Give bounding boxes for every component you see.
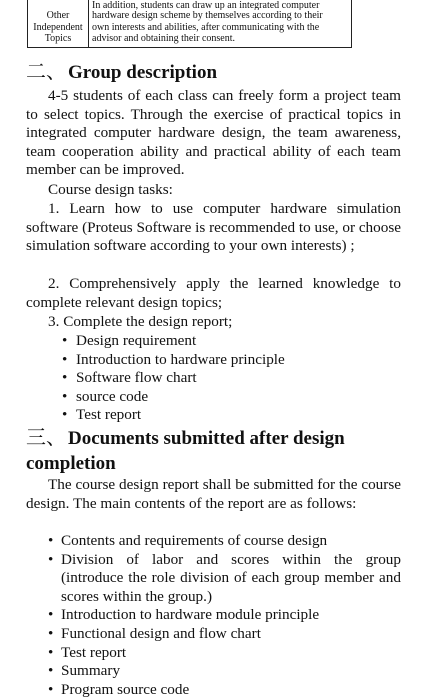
table-cut-line: In addition, students can draw up an integrated computer [92, 1, 320, 10]
bullet-icon: • [62, 350, 68, 368]
list-item: • Summary [48, 662, 121, 680]
bullet-icon: • [48, 624, 54, 642]
bullet-icon: • [48, 550, 54, 568]
list-item: • Contents and requirements of course design [48, 532, 328, 549]
list-item: • Introduction to hardware module principle [48, 606, 320, 624]
documents-paragraph: The course design report shall be submitted for the course design. The main contents of the report are as follows: [26, 476, 401, 512]
design-report-list [62, 332, 285, 425]
list-item: • Introduction to hardware principle [62, 350, 285, 368]
table-label-line: Topics [44, 33, 72, 44]
table-text-line: own interests and abilities, after communicating with the [92, 21, 320, 33]
section-heading-continuation [26, 453, 116, 474]
list-item: • Test report [62, 406, 142, 424]
list-item: • Software flow chart [62, 369, 197, 387]
section-number: 三、 [26, 427, 66, 449]
task-3: 3. Complete the design report; [48, 313, 233, 330]
bullet-icon: • [48, 606, 54, 624]
bullet-icon: • [48, 532, 54, 549]
bullet-icon: • [48, 680, 54, 698]
table-label-line: Other [46, 10, 70, 21]
bullet-icon: • [48, 643, 54, 661]
table-label-cell [28, 0, 89, 47]
section-number: 二、 [26, 61, 66, 83]
section-title: Documents submitted after design [68, 428, 345, 449]
table-row [28, 0, 351, 47]
list-item: • Functional design and flow chart [48, 624, 261, 642]
bullet-icon: • [62, 369, 68, 387]
task-1: 1. Learn how to use computer hardware simulation software (Proteus Software is recommended to use, or choose simulation software according to your own interests) ; [26, 200, 401, 255]
bullet-icon: • [62, 387, 68, 405]
section-title-line2: completion [26, 453, 116, 474]
list-item: • Division of labor and scores within the group (introduce the role division of each group member and scores within the group.) [48, 550, 401, 605]
bullet-icon: • [62, 332, 68, 349]
table-label-line: Independent [33, 21, 83, 33]
table-text-cell [89, 0, 351, 47]
table-text-line: advisor and obtaining their consent. [92, 33, 236, 44]
section-heading-group-description [26, 62, 217, 83]
bullet-icon: • [48, 662, 54, 680]
list-item: • source code [62, 387, 149, 405]
section-title: Group description [68, 62, 218, 83]
list-item: • Program source code [48, 680, 190, 698]
section-heading-documents-submitted [26, 428, 345, 449]
report-contents-list [48, 532, 401, 699]
topics-table [27, 0, 352, 48]
tasks-heading: Course design tasks: [48, 181, 173, 198]
group-description-paragraph: 4-5 students of each class can freely form a project team to select topics. Through the exercise of practical topics in integrated computer hardware design, the team awareness, team cooperation ability and practical ability of each team member can be improved. [26, 87, 401, 179]
list-item: • Test report [48, 643, 127, 661]
bullet-icon: • [62, 406, 68, 424]
task-2: 2. Comprehensively apply the learned knowledge to complete relevant design topics; [26, 275, 401, 311]
table-text-line: hardware design scheme by themselves according to their [92, 10, 323, 21]
list-item: • Design requirement [62, 332, 197, 349]
